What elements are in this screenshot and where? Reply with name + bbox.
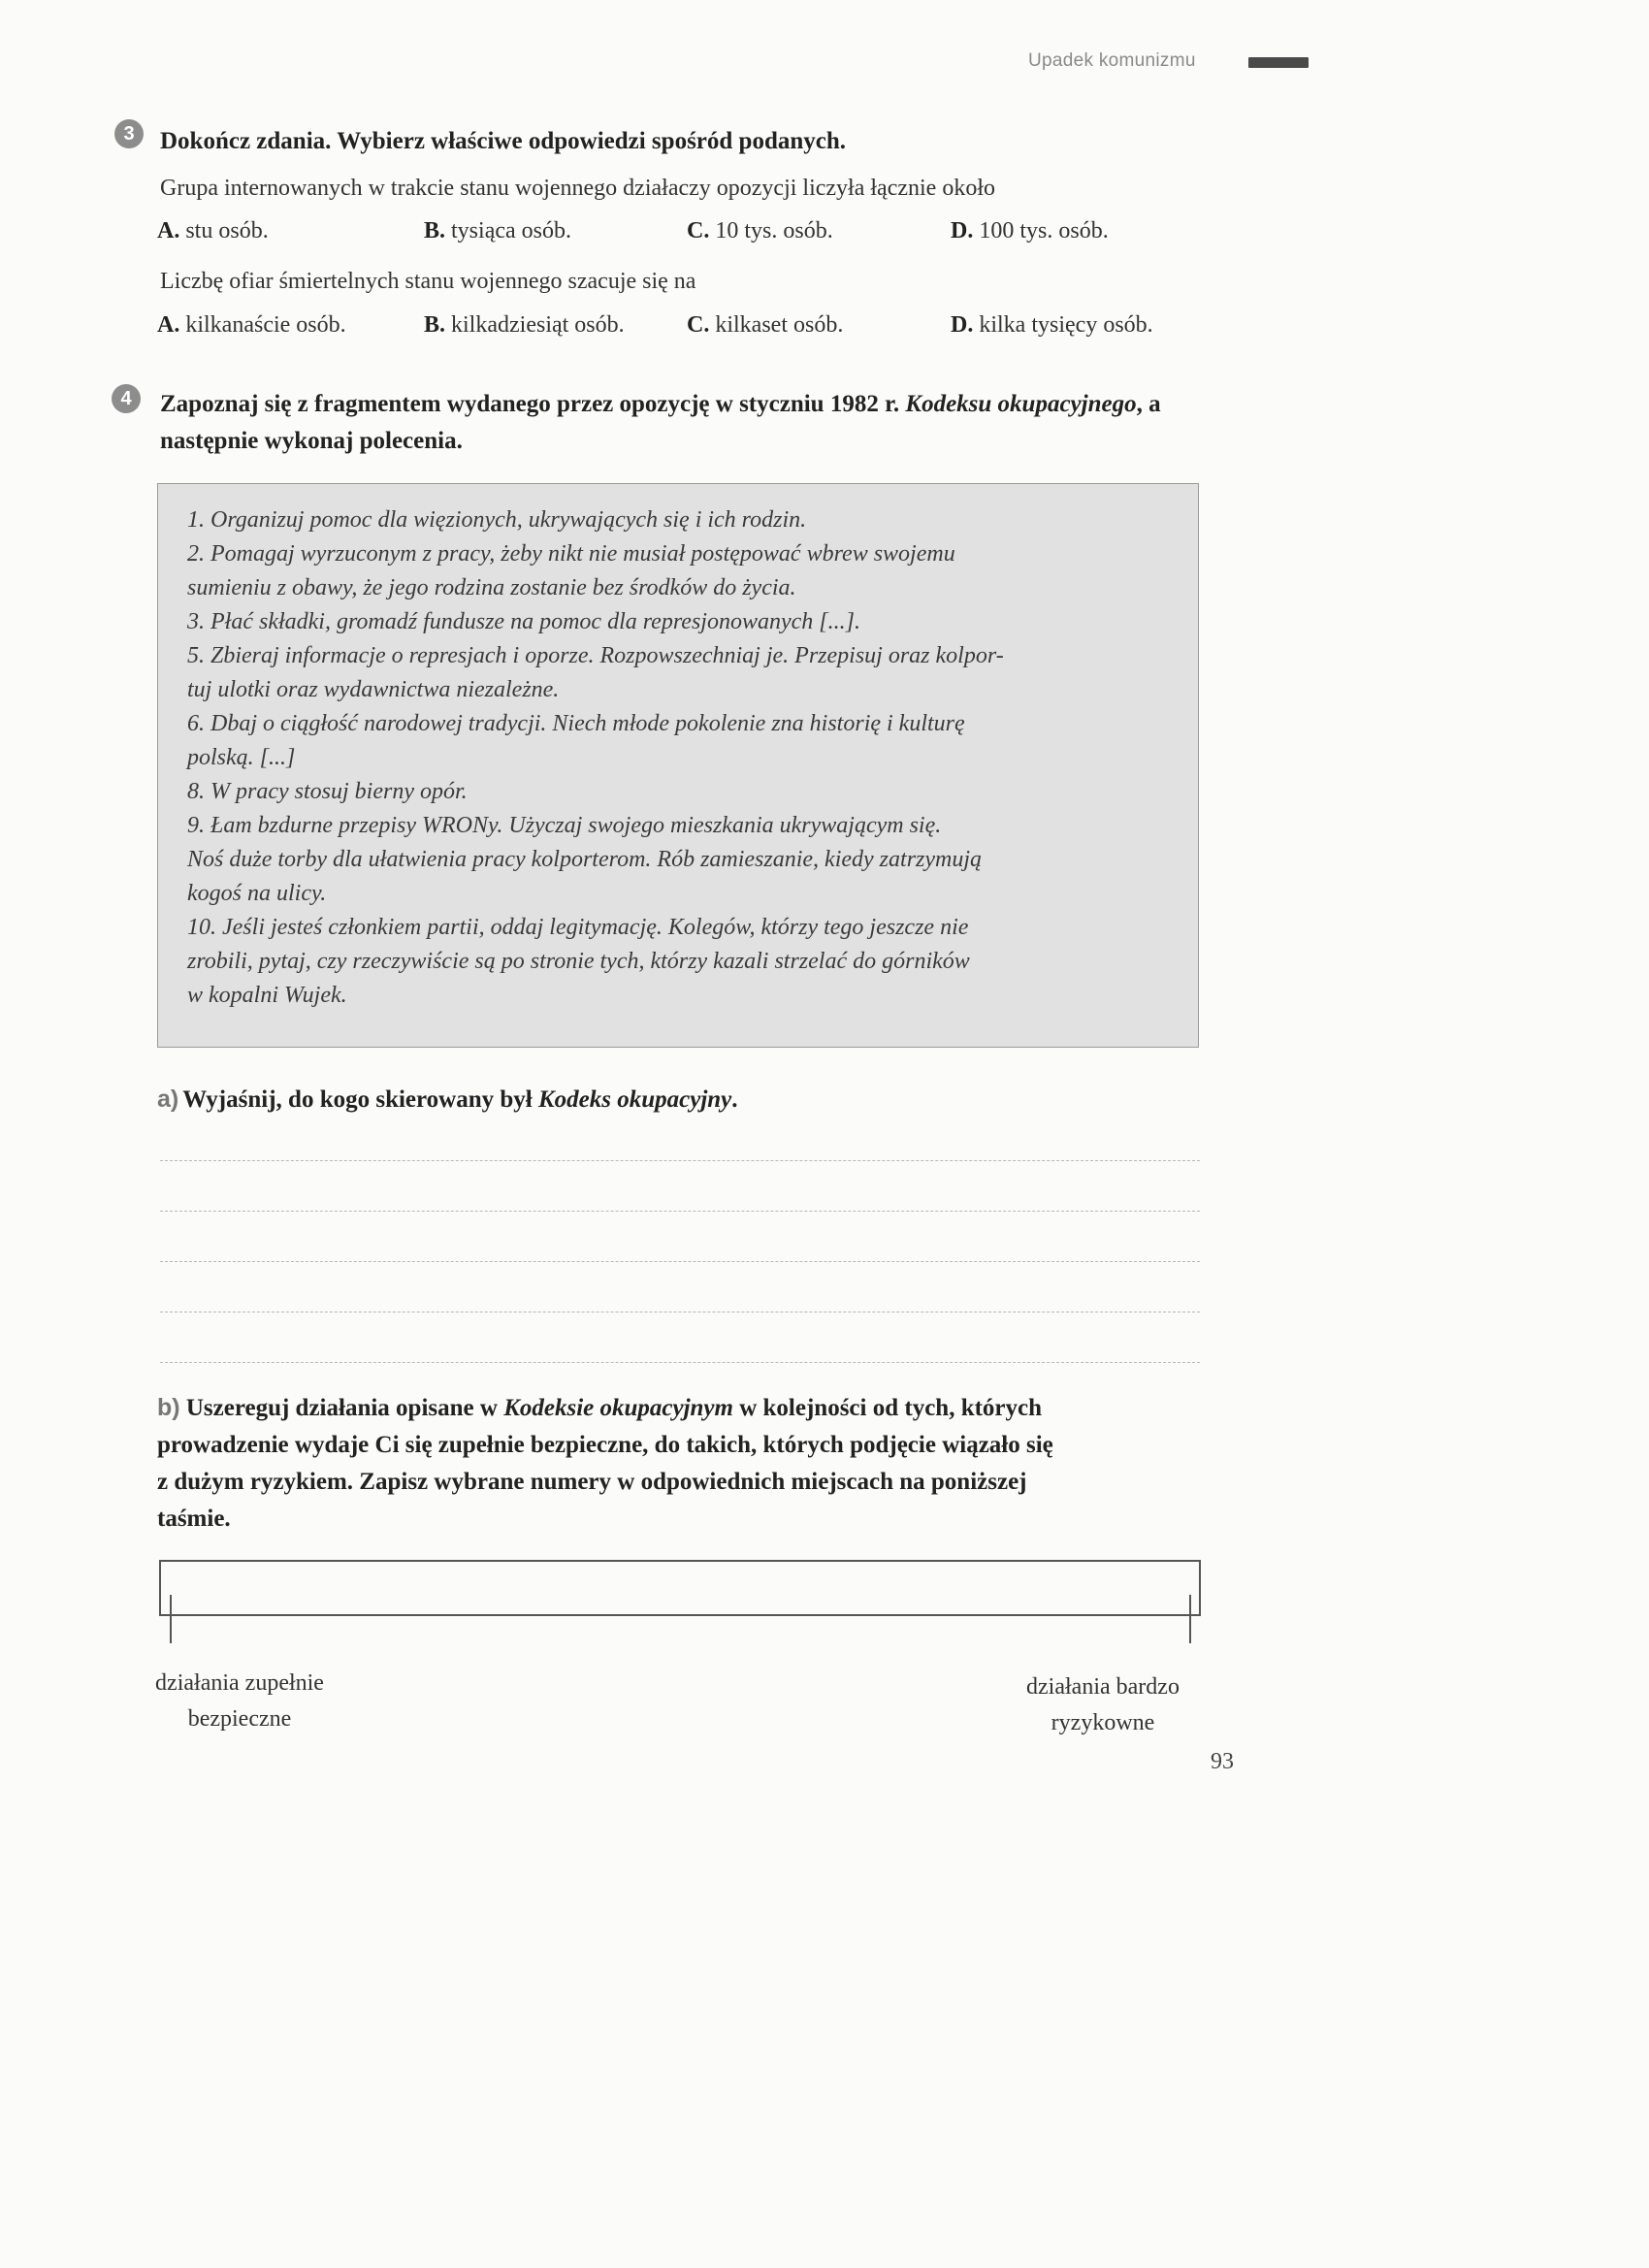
task-a-instruction: Wyjaśnij, do kogo skierowany był Kodeks okupacyjny. (182, 1086, 738, 1113)
task-b-label: b) (157, 1394, 180, 1421)
quote-line: zrobili, pytaj, czy rzeczywiście są po stronie tych, którzy kazali strzelać do górników (187, 949, 970, 974)
quote-line: w kopalni Wujek. (187, 983, 347, 1008)
kodeks-quote-text (187, 503, 1167, 1013)
kodeks-quote-box (157, 483, 1199, 1048)
q2-option-b: B. kilkadziesiąt osób. (424, 312, 625, 338)
tape-right-tick (1189, 1595, 1191, 1643)
answer-line-1[interactable] (160, 1160, 1200, 1161)
task-a-label: a) (157, 1085, 179, 1113)
answer-line-5[interactable] (160, 1362, 1200, 1363)
quote-line: kogoś na ulicy. (187, 881, 327, 906)
ordering-tape[interactable] (159, 1560, 1201, 1616)
quote-line: 5. Zbieraj informacje o represjach i oporze. Rozpowszechniaj je. Przepisuj oraz kolpor- (187, 643, 1004, 668)
running-title: Upadek komunizmu (1028, 50, 1196, 71)
quote-line: sumieniu z obawy, że jego rodzina zostanie bez środków do życia. (187, 575, 796, 600)
q1-option-b: B. tysiąca osób. (424, 218, 571, 243)
task-b-line-4: taśmie. (157, 1506, 231, 1532)
quote-line: 2. Pomagaj wyrzuconym z pracy, żeby nikt nie musiał postępować wbrew swojemu (187, 541, 955, 567)
quote-line: 3. Płać składki, gromadź fundusze na pomoc dla represjonowanych [...]. (187, 609, 860, 634)
task-b-line-2: prowadzenie wydaje Ci się zupełnie bezpieczne, do takich, których podjęcie wiązało się (157, 1432, 1053, 1458)
task-a (157, 1082, 738, 1118)
tape-left-label: działania zupełnie bezpieczne (155, 1670, 324, 1732)
exercise-3-question-2: Liczbę ofiar śmiertelnych stanu wojennego szacuje się na (160, 269, 696, 294)
exercise-3-badge: 3 (114, 119, 144, 148)
quote-line: Noś duże torby dla ułatwienia pracy kolporterom. Rób zamieszanie, kiedy zatrzymują (187, 847, 983, 872)
task-b: b) Uszereguj działania opisane w Kodeksie okupacyjnym w kolejności od tych, których prowadzenie wydaje Ci się zupełnie bezpieczne, do takich, których podjęcie wiązało się z dużym ryzykiem. Zapisz wybrane numery w odpowiednich miejscach na poniższej taśmie. (157, 1389, 1214, 1538)
q2-option-a: A. kilkanaście osób. (157, 312, 346, 338)
tape-left-tick (170, 1595, 172, 1643)
exercise-3-question-1: Grupa internowanych w trakcie stanu wojennego działaczy opozycji liczyła łącznie około (160, 176, 995, 201)
quote-line: 6. Dbaj o ciągłość narodowej tradycji. Niech młode pokolenie zna historię i kulturę (187, 711, 965, 736)
q2-option-d: D. kilka tysięcy osób. (951, 312, 1153, 338)
quote-line: 8. W pracy stosuj bierny opór. (187, 779, 468, 804)
quote-line: 1. Organizuj pomoc dla więzionych, ukrywających się i ich rodzin. (187, 507, 807, 533)
page-number: 93 (1211, 1749, 1234, 1774)
exercise-3-instruction: Dokończ zdania. Wybierz właściwe odpowiedzi spośród podanych. (160, 128, 847, 154)
exercise-4-instruction: Zapoznaj się z fragmentem wydanego przez opozycję w styczniu 1982 r. Kodeksu okupacyjnego, a następnie wykonaj polecenia. (160, 391, 1161, 454)
quote-line: tuj ulotki oraz wydawnictwa niezależne. (187, 677, 560, 702)
q2-option-c: C. kilkaset osób. (687, 312, 844, 338)
tape-right-label: działania bardzo ryzykowne (1026, 1674, 1180, 1735)
q1-option-c: C. 10 tys. osób. (687, 218, 833, 243)
task-b-line-3: z dużym ryzykiem. Zapisz wybrane numery w odpowiednich miejscach na poniższej (157, 1469, 1027, 1495)
quote-line: polską. [...] (187, 745, 296, 770)
exercise-4-badge: 4 (112, 384, 141, 413)
q1-option-a: A. stu osób. (157, 218, 269, 243)
answer-line-3[interactable] (160, 1261, 1200, 1262)
quote-line: 10. Jeśli jesteś członkiem partii, oddaj legitymację. Kolegów, którzy tego jeszcze nie (187, 915, 969, 940)
quote-line: 9. Łam bzdurne przepisy WRONy. Użyczaj swojego mieszkania ukrywającym się. (187, 813, 942, 838)
q1-option-d: D. 100 tys. osób. (951, 218, 1109, 243)
header-marker-bar (1248, 57, 1309, 68)
answer-line-2[interactable] (160, 1211, 1200, 1212)
